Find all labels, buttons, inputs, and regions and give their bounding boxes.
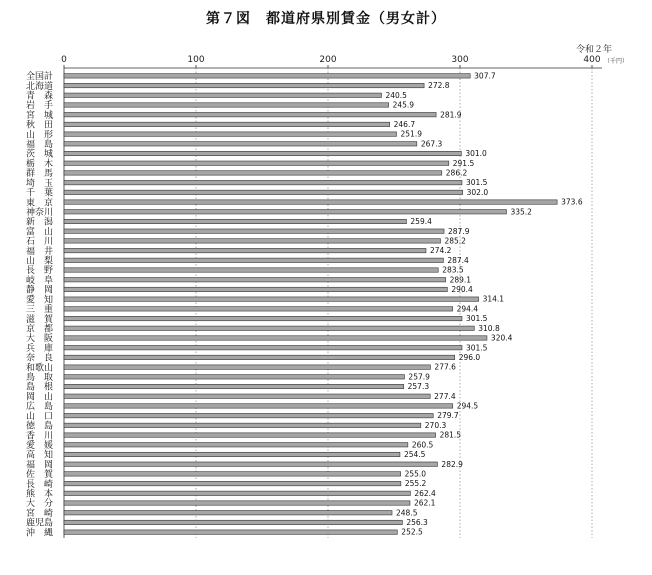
bar <box>64 171 442 175</box>
bar <box>64 462 437 466</box>
bar <box>64 433 436 437</box>
bar <box>64 404 453 408</box>
bar <box>64 112 436 116</box>
category-label: 鳥 取 <box>26 373 54 384</box>
category-label: 岡 山 <box>26 392 54 403</box>
value-label: 257.9 <box>408 372 430 382</box>
value-label: 307.7 <box>474 71 496 81</box>
bar <box>64 151 461 155</box>
value-label: 252.5 <box>401 527 423 537</box>
category-label: 山 梨 <box>26 256 54 267</box>
category-label: 新 潟 <box>26 217 54 228</box>
category-label: 佐 賀 <box>26 470 54 481</box>
value-label: 296.0 <box>458 352 481 362</box>
bar <box>64 472 401 476</box>
value-label: 301.0 <box>465 149 487 159</box>
value-label: 272.8 <box>428 81 450 91</box>
bar <box>64 278 446 282</box>
category-label: 鹿児島 <box>26 518 54 529</box>
category-label: 茨 城 <box>26 149 54 160</box>
chart-year-note: 令和２年 <box>575 45 612 55</box>
category-label: 愛 媛 <box>26 440 54 451</box>
category-label: 岐 阜 <box>26 275 54 286</box>
value-label: 267.3 <box>420 139 443 149</box>
category-label: 島 根 <box>26 382 54 393</box>
value-label: 286.2 <box>445 168 468 178</box>
bar <box>64 248 426 252</box>
value-label: 281.5 <box>439 430 462 440</box>
value-label: 254.5 <box>403 450 426 460</box>
bar <box>64 413 433 417</box>
category-label: 兵 庫 <box>26 343 54 354</box>
category-label: 山 口 <box>26 411 54 422</box>
bar <box>64 297 479 301</box>
bar <box>64 74 470 78</box>
value-label: 320.4 <box>490 333 513 343</box>
x-tick-label: 0 <box>61 55 67 65</box>
value-label: 373.6 <box>561 197 583 207</box>
bar <box>64 258 443 262</box>
value-label: 245.9 <box>392 100 415 110</box>
value-label: 290.4 <box>451 285 473 295</box>
bar <box>64 93 381 97</box>
value-label: 281.9 <box>440 110 462 120</box>
bar <box>64 200 557 204</box>
value-label: 259.4 <box>410 217 432 227</box>
category-label: 高 知 <box>26 450 54 461</box>
category-label: 愛 知 <box>26 295 54 306</box>
category-label: 広 島 <box>26 402 54 413</box>
value-label: 310.8 <box>478 323 500 333</box>
category-label: 秋 田 <box>26 120 54 131</box>
bar <box>64 365 430 369</box>
value-label: 270.3 <box>424 420 447 430</box>
category-label: 千 葉 <box>26 188 54 199</box>
value-label: 282.9 <box>441 459 463 469</box>
bar <box>64 268 438 272</box>
bar <box>64 83 424 87</box>
category-label: 静 岡 <box>26 285 54 296</box>
bar <box>64 219 406 223</box>
x-tick-label: 300 <box>451 55 469 65</box>
bar <box>64 511 392 515</box>
category-label: 福 井 <box>26 246 54 257</box>
value-label: 294.5 <box>456 401 479 411</box>
bar <box>64 491 410 495</box>
chart-unit-label: （千円） <box>603 58 628 65</box>
value-label: 277.6 <box>434 362 456 372</box>
value-label: 246.7 <box>393 119 416 129</box>
category-label: 岩 手 <box>26 101 54 112</box>
value-label: 256.3 <box>406 518 428 528</box>
bar <box>64 375 404 379</box>
value-label: 301.5 <box>465 314 488 324</box>
bar <box>64 307 453 311</box>
value-label: 287.4 <box>447 255 469 265</box>
bar <box>64 355 455 359</box>
value-label: 255.2 <box>404 479 427 489</box>
category-label: 長 野 <box>26 266 54 277</box>
bar <box>64 132 397 136</box>
bar <box>64 452 400 456</box>
bar <box>64 161 449 165</box>
bar <box>64 122 390 126</box>
bar <box>64 443 408 447</box>
bar <box>64 345 462 349</box>
category-label: 栃 木 <box>26 159 54 170</box>
bar <box>64 423 421 427</box>
chart-title: 第７図 都道府県別賃金（男女計） <box>206 11 446 27</box>
category-label: 石 川 <box>26 237 54 248</box>
category-label: 宮 城 <box>26 110 54 121</box>
value-label: 274.2 <box>429 246 452 256</box>
value-label: 279.7 <box>437 411 459 421</box>
category-label: 長 崎 <box>26 479 54 490</box>
category-label: 京 都 <box>26 324 54 335</box>
value-label: 251.9 <box>400 129 422 139</box>
value-label: 248.5 <box>396 508 418 518</box>
category-label: 群 馬 <box>26 169 54 180</box>
bar <box>64 530 397 534</box>
category-label: 熊 本 <box>26 489 54 500</box>
x-tick-label: 100 <box>187 55 205 65</box>
category-label: 福 岡 <box>26 460 54 471</box>
value-label: 301.5 <box>465 178 488 188</box>
category-label: 全国計 <box>26 72 54 83</box>
bar <box>64 210 506 214</box>
value-label: 302.0 <box>466 187 489 197</box>
category-label: 神奈川 <box>26 207 54 218</box>
bar <box>64 394 430 398</box>
bar <box>64 316 462 320</box>
category-label: 福 島 <box>26 140 54 151</box>
bar <box>64 103 389 107</box>
bar <box>64 384 404 388</box>
bar <box>64 142 417 146</box>
bar <box>64 287 447 291</box>
bar <box>64 481 401 485</box>
bar <box>64 520 402 524</box>
category-label: 富 山 <box>26 227 54 238</box>
bar <box>64 229 444 233</box>
category-label: 三 重 <box>26 305 54 316</box>
value-label: 262.1 <box>413 498 436 508</box>
value-label: 257.3 <box>407 382 430 392</box>
bar <box>64 326 474 330</box>
bar <box>64 336 487 340</box>
category-label: 和歌山 <box>26 363 54 374</box>
category-label: 香 川 <box>26 431 54 442</box>
value-label: 289.1 <box>449 275 472 285</box>
bar <box>64 190 463 194</box>
category-label: 大 分 <box>26 499 54 510</box>
category-label: 大 阪 <box>26 334 54 345</box>
category-label: 沖 縄 <box>26 528 54 539</box>
category-label: 宮 崎 <box>26 508 54 519</box>
value-label: 335.2 <box>510 207 532 217</box>
category-label: 東 京 <box>26 198 54 209</box>
value-label: 262.4 <box>414 488 436 498</box>
bar <box>64 180 462 184</box>
x-tick-label: 200 <box>319 55 337 65</box>
value-label: 277.4 <box>434 391 456 401</box>
category-label: 滋 賀 <box>26 314 54 325</box>
value-label: 294.4 <box>456 304 479 314</box>
category-label: 徳 島 <box>26 421 54 432</box>
value-label: 285.2 <box>444 236 466 246</box>
category-label: 山 形 <box>26 130 54 141</box>
value-label: 301.5 <box>465 343 488 353</box>
value-label: 283.5 <box>442 265 464 275</box>
bar <box>64 501 410 505</box>
bar <box>64 239 440 243</box>
category-label: 北海道 <box>26 81 54 92</box>
value-label: 287.9 <box>448 226 470 236</box>
value-label: 260.5 <box>411 440 434 450</box>
value-label: 314.1 <box>482 294 505 304</box>
category-label: 埼 玉 <box>26 178 54 189</box>
category-label: 奈 良 <box>26 353 54 364</box>
value-label: 291.5 <box>452 158 475 168</box>
x-tick-label: 400 <box>583 55 601 65</box>
value-label: 240.5 <box>385 90 407 100</box>
category-label: 青 森 <box>26 91 54 102</box>
value-label: 255.0 <box>404 469 427 479</box>
